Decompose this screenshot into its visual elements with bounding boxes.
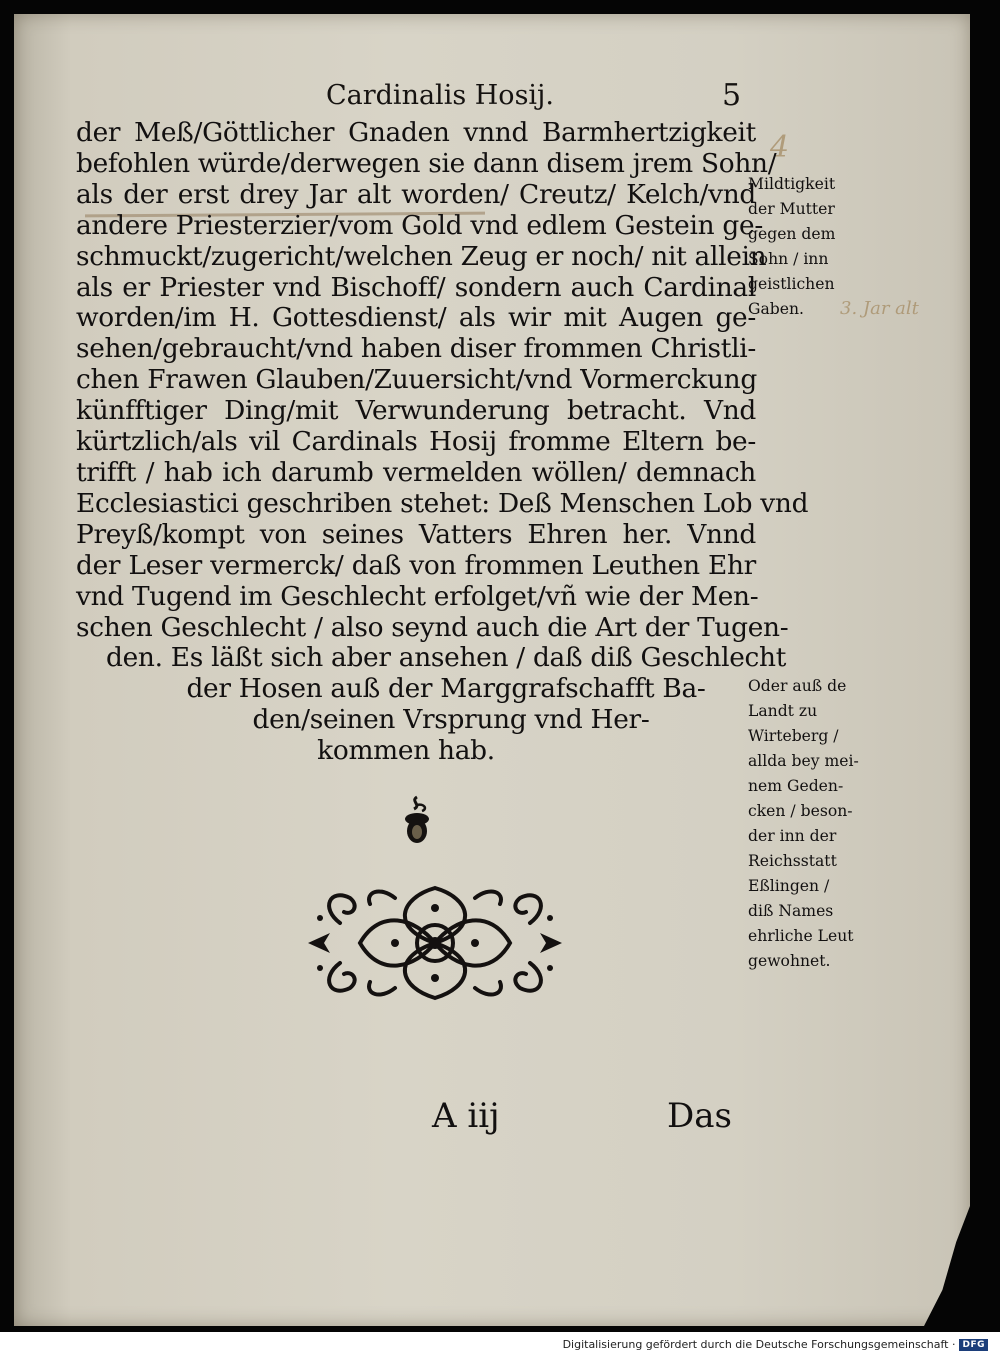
margin-note-line: allda bey mei- [748, 752, 859, 770]
running-title: Cardinalis Hosij. [325, 80, 555, 111]
margin-note-line: der inn der [748, 827, 837, 845]
pencil-annotation: 3. Jar alt [840, 298, 919, 319]
margin-note-line: diß Names [748, 902, 834, 920]
margin-note-line: geistlichen [748, 275, 835, 293]
margin-note-line: der Mutter [748, 200, 835, 218]
text-line: Preyß/kompt von seines Vatters Ehren her. Vnnd [76, 518, 756, 550]
digitization-credit [563, 1338, 988, 1351]
acorn-ornament-icon [400, 795, 434, 845]
margin-note-line: Landt zu [748, 702, 818, 720]
margin-note-line: Gaben. [748, 300, 804, 318]
text-line: trifft / hab ich darumb vermelden wöllen/ demnach [76, 456, 756, 488]
margin-note-line: gegen dem [748, 225, 836, 243]
closing-line: den/seinen Vrsprung vnd Her- [252, 704, 650, 736]
margin-note-line: Reichsstatt [748, 852, 837, 870]
text-line: als er Priester vnd Bischoff/ sondern auch Cardinal [76, 271, 756, 303]
text-line: als der erst drey Jar alt worden/ Creutz/ Kelch/vnd [76, 178, 756, 210]
text-line: der Meß/Göttlicher Gnaden vnnd Barmhertzigkeit [76, 117, 756, 148]
torn-corner [924, 1206, 970, 1326]
text-line: andere Priesterzier/vom Gold vnd edlem Gestein ge- [76, 209, 763, 241]
text-line: kürtzlich/als vil Cardinals Hosij fromme Eltern be- [76, 426, 756, 458]
margin-note-wirteberg [748, 674, 878, 974]
margin-note-line: Wirteberg / [748, 727, 839, 745]
text-line: schen Geschlecht / also seynd auch die Art der Tugen- [76, 611, 789, 643]
text-line: befohlen würde/derwegen sie dann disem jrem Sohn/ [76, 147, 777, 179]
text-line: Ecclesiastici geschriben stehet: Deß Menschen Lob vnd [76, 487, 809, 519]
margin-note-line: cken / beson- [748, 802, 853, 820]
text-line: künfftiger Ding/mit Verwunderung betracht. Vnd [76, 395, 756, 427]
dfg-logo: DFG [959, 1339, 988, 1351]
text-line: vnd Tugend im Geschlecht erfolget/vñ wie der Men- [76, 580, 759, 612]
closing-line: kommen hab. [317, 735, 495, 767]
credit-text: Digitalisierung gefördert durch die Deutsche Forschungsgemeinschaft · [562, 1338, 956, 1351]
text-line: chen Frawen Glauben/Zuuersicht/vnd Vormerckung [76, 364, 757, 396]
text-line: worden/im H. Gottesdienst/ als wir mit Augen ge- [76, 302, 756, 334]
signature-mark: A iij [432, 1096, 500, 1136]
text-line: schmuckt/zugericht/welchen Zeug er noch/ nit allein [76, 240, 767, 272]
margin-note-line: ehrliche Leut [748, 927, 854, 945]
pencil-annotation: 4 [770, 130, 790, 165]
margin-note-line: nem Geden- [748, 777, 844, 795]
margin-note-mildtigkeit [748, 172, 868, 322]
closing-line: der Hosen auß der Marggrafschafft Ba- [186, 673, 706, 705]
closing-line: den. Es läßt sich aber ansehen / daß diß Geschlecht [106, 642, 787, 674]
catchword: Das [667, 1096, 732, 1136]
margin-note-line: Eßlingen / [748, 877, 830, 895]
text-line: der Leser vermerck/ daß von frommen Leuthen Ehr [76, 549, 756, 581]
text-line: sehen/gebraucht/vnd haben diser frommen Christli- [76, 333, 756, 365]
margin-note-line: Oder auß de [748, 677, 847, 695]
page-number: 5 [722, 78, 742, 113]
margin-note-line: gewohnet. [748, 952, 831, 970]
margin-note-line: Sohn / inn [748, 250, 829, 268]
floral-ornament-icon [300, 878, 570, 1008]
margin-note-line: Mildtigkeit [748, 175, 836, 193]
